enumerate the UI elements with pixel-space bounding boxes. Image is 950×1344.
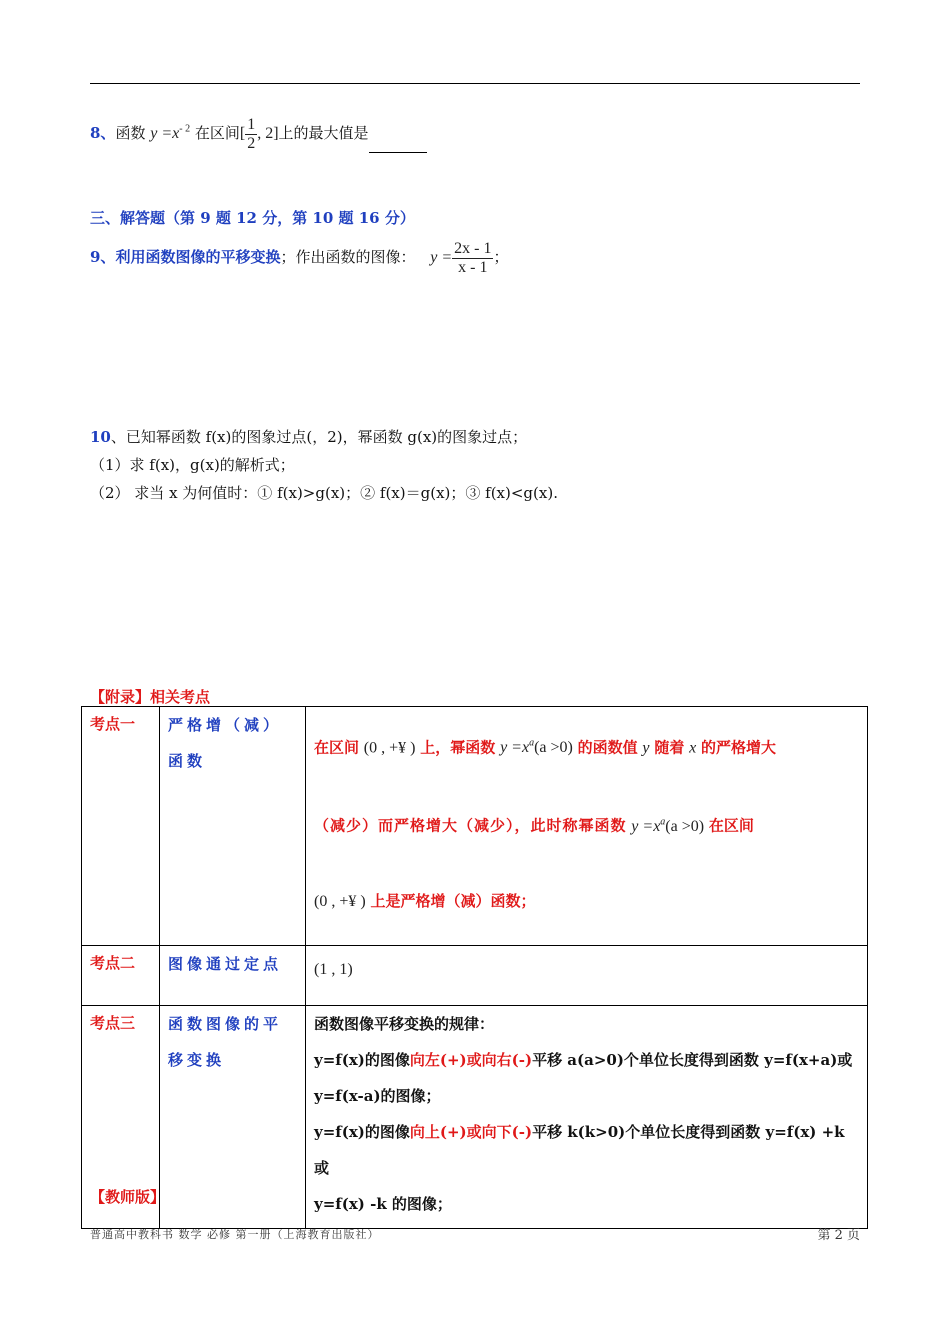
q10-line1: 、已知幂函数 f(x)的图象过点(，2)，幂函数 g(x)的图象过点；: [110, 428, 528, 446]
row-topic: 图像通过定点: [160, 945, 306, 1005]
appendix-table: [81, 706, 868, 1229]
row-content: (1 , 1): [306, 945, 868, 1005]
footer-book-title: 普通高中教科书 数学 必修 第一册（上海教育出版社）: [90, 1228, 380, 1241]
row-label: 考点三: [82, 1005, 160, 1228]
row-content: 函数图像平移变换的规律： y=f(x)的图像向左(+)或向右(-)平移 a(a>0)个单位长度得到函数 y=f(x+a)或 y=f(x-a)的图像； y=f(x)的图像向上(+)或向下(-)平移 k(k>0)个单位长度得到函数 y=f(x) +k 或 y=f(x) -k 的图像；: [306, 1005, 868, 1228]
q9-function: y = $\frac{2x - 1}{x - 1}$: [430, 240, 492, 276]
section-heading: 三、解答题（第 9 题 12 分，第 10 题 16 分）: [90, 209, 415, 227]
answer-blank[interactable]: [369, 137, 427, 153]
q9-method: 利用函数图像的平移变换: [115, 248, 281, 267]
row-topic: 严格增（减）函数: [160, 707, 306, 946]
q8-text3: 上的最大值是: [278, 124, 369, 143]
q8-text2: 在区间: [194, 124, 240, 143]
row-label: 考点二: [82, 945, 160, 1005]
table-row: [82, 945, 868, 1005]
q8-number: 8、: [90, 124, 116, 143]
q10-part1: （1）求 f(x)，g(x)的解析式；: [90, 456, 295, 474]
q9-number: 9、: [90, 248, 116, 267]
q10-number: 10: [90, 428, 111, 446]
q9-text: ；作出函数的图像：: [280, 248, 416, 267]
question-10: [90, 426, 527, 448]
q8-text1: 函数: [115, 124, 146, 143]
row-label: 考点一: [82, 707, 160, 946]
teacher-version-label: 【教师版】: [90, 1188, 166, 1206]
row-content: 在区间 (0 , +¥ ) 上，幂函数 $y =x^a(a >0)$ 的函数值 y 随着 x 的严格增大 （减少）而严格增大（减少），此时称幂函数 $y =x^a(a >0)$ 在区间 (0 , +¥ ) 上是严格增（减）函数；: [306, 707, 868, 946]
header-rule: [90, 83, 860, 84]
q10-part2: （2） 求当 x 为何值时：① f(x)>g(x)；② f(x)＝g(x)；③ f(x)<g(x).: [90, 484, 558, 502]
table-row: [82, 707, 868, 946]
table-row: [82, 1005, 868, 1228]
q8-interval: [ $\frac{1}{2}$ , 2]: [239, 116, 279, 152]
appendix-title: 【附录】相关考点: [90, 688, 211, 706]
question-9: 9、利用函数图像的平移变换；作出函数的图像： y = $\frac{2x - 1}{x - 1}$ ；: [90, 240, 509, 276]
row-topic: 函数图像的平移变换: [160, 1005, 306, 1228]
page-number: 第 2 页: [817, 1228, 860, 1243]
q8-function: $y =x^{- 2}$: [150, 123, 191, 143]
question-8: [90, 116, 427, 153]
